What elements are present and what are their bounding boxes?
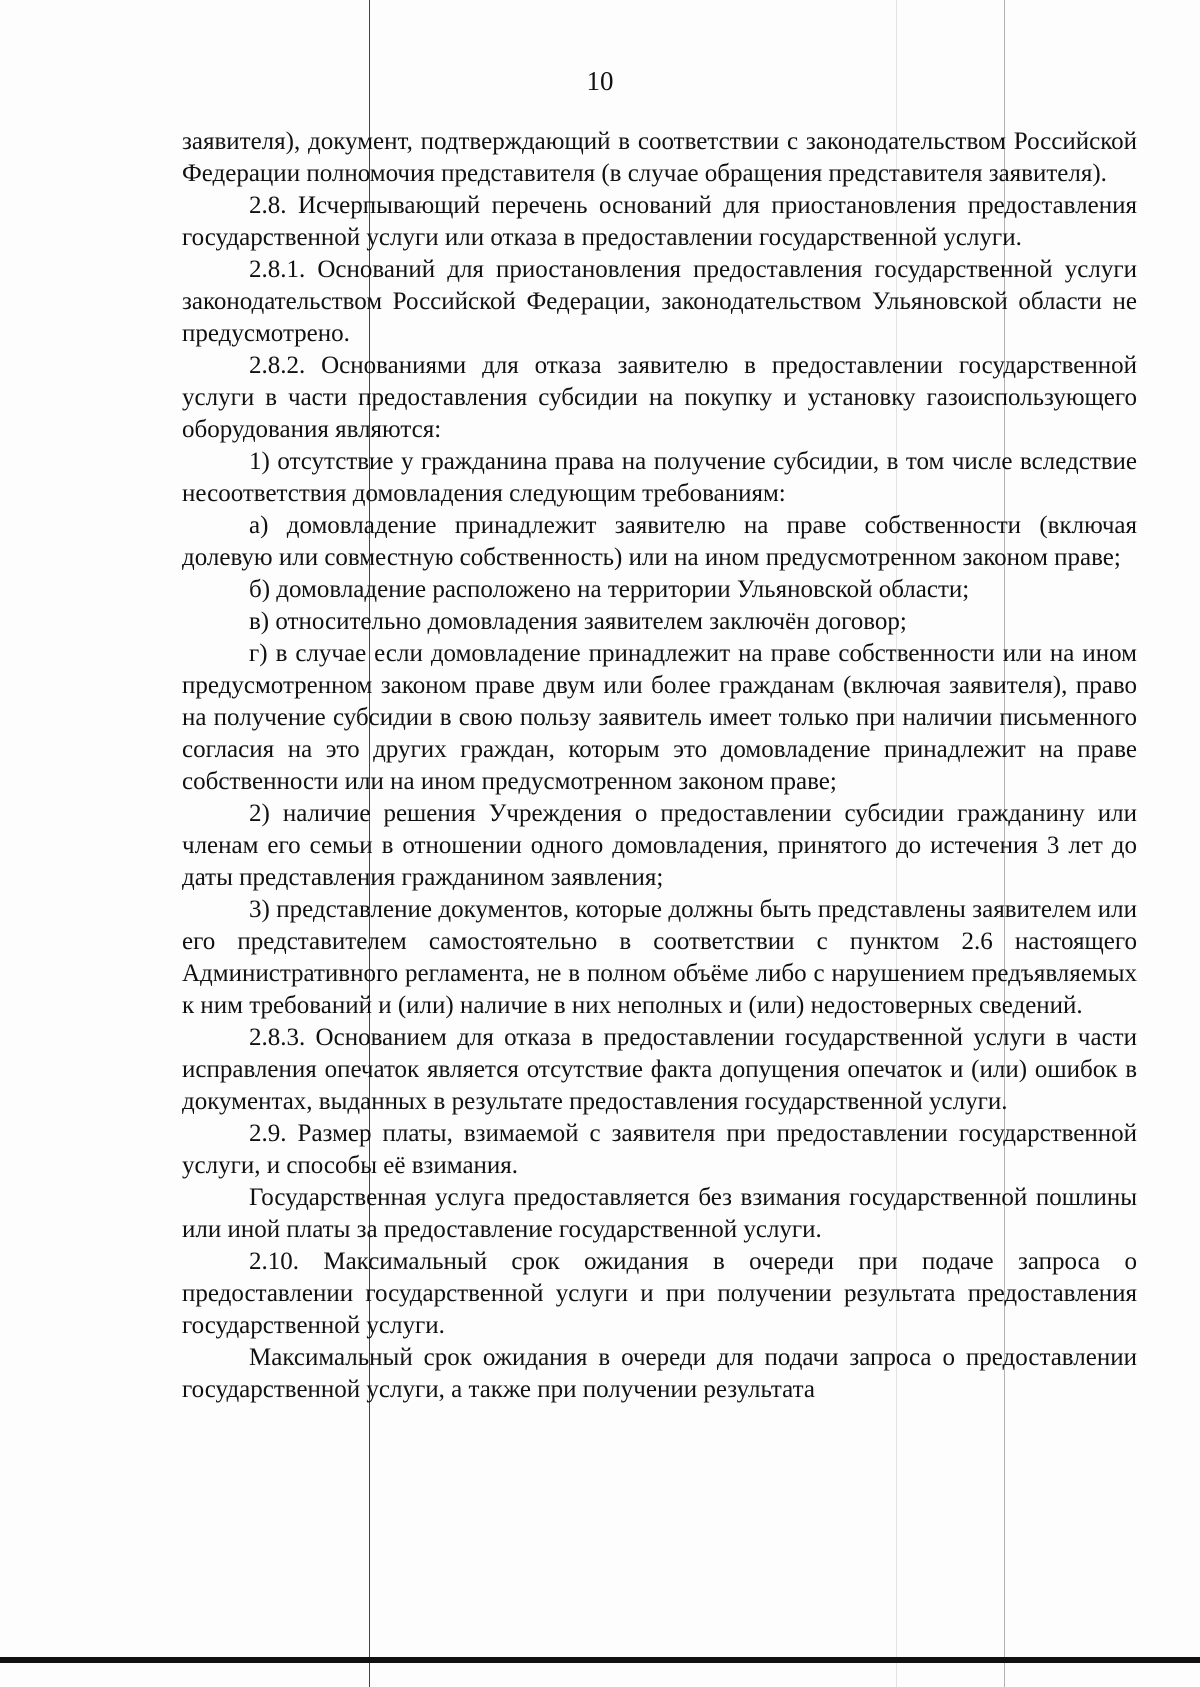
paragraph: в) относительно домовладения заявителем заключён договор; bbox=[249, 608, 907, 635]
paragraph: 1) отсутствие у гражданина права на получение субсидии, в том числе вследствие несоответствия домовладения следующим требованиям: bbox=[182, 448, 1137, 507]
paragraph: а) домовладение принадлежит заявителю на праве собственности (включая долевую или совместную собственность) или на ином предусмотренном законом праве; bbox=[182, 512, 1137, 571]
paragraph: 2) наличие решения Учреждения о предоставлении субсидии гражданину или членам его семьи в отношении одного домовладения, принятого до истечения 3 лет до даты представления гражданином заявления; bbox=[182, 800, 1137, 891]
paragraph: Государственная услуга предоставляется без взимания государственной пошлины или иной платы за предоставление государственной услуги. bbox=[182, 1184, 1137, 1243]
paragraph: 2.8.1. Оснований для приостановления предоставления государственной услуги законодательством Российской Федерации, законодательством Ульяновской области не предусмотрено. bbox=[182, 256, 1137, 347]
paragraph: 2.8. Исчерпывающий перечень оснований для приостановления предоставления государственной услуги или отказа в предоставлении государственной услуги. bbox=[182, 192, 1137, 251]
paragraph: б) домовладение расположено на территории Ульяновской области; bbox=[249, 576, 970, 603]
paragraph: 2.8.3. Основанием для отказа в предоставлении государственной услуги в части исправления опечаток является отсутствие факта допущения опечаток и (или) ошибок в документах, выданных в результате предоставления государственной услуги. bbox=[182, 1024, 1137, 1115]
paragraph: 3) представление документов, которые должны быть представлены заявителем или его представителем самостоятельно в соответствии с пунктом 2.6 настоящего Административного регламента, не в полном объёме либо с нарушением предъявляемых к ним требований и (или) наличие в них неполных и (или) недостоверных сведений. bbox=[182, 896, 1137, 1019]
scan-bottom-edge bbox=[0, 1657, 1200, 1663]
paragraph: г) в случае если домовладение принадлежит на праве собственности или на ином предусмотренном законом праве двум или более гражданам (включая заявителя), право на получение субсидии в свою пользу заявитель имеет только при наличии письменного согласия на это других граждан, которым это домовладение принадлежит на праве собственности или на ином предусмотренном законом праве; bbox=[182, 640, 1137, 795]
paragraph: заявителя), документ, подтверждающий в соответствии с законодательством Российской Федерации полномочия представителя (в случае обращения представителя заявителя). bbox=[182, 128, 1137, 187]
document-body bbox=[182, 126, 1137, 1406]
paragraph: Максимальный срок ожидания в очереди для подачи запроса о предоставлении государственной услуги, а также при получении результата bbox=[182, 1344, 1137, 1403]
paragraph: 2.10. Максимальный срок ожидания в очереди при подаче запроса о предоставлении государственной услуги и при получении результата предоставления государственной услуги. bbox=[182, 1248, 1137, 1339]
paragraph: 2.8.2. Основаниями для отказа заявителю в предоставлении государственной услуги в части предоставления субсидии на покупку и установку газоиспользующего оборудования являются: bbox=[182, 352, 1137, 443]
paragraph: 2.9. Размер платы, взимаемой с заявителя при предоставлении государственной услуги, и способы её взимания. bbox=[182, 1120, 1137, 1179]
page-number: 10 bbox=[586, 66, 614, 96]
